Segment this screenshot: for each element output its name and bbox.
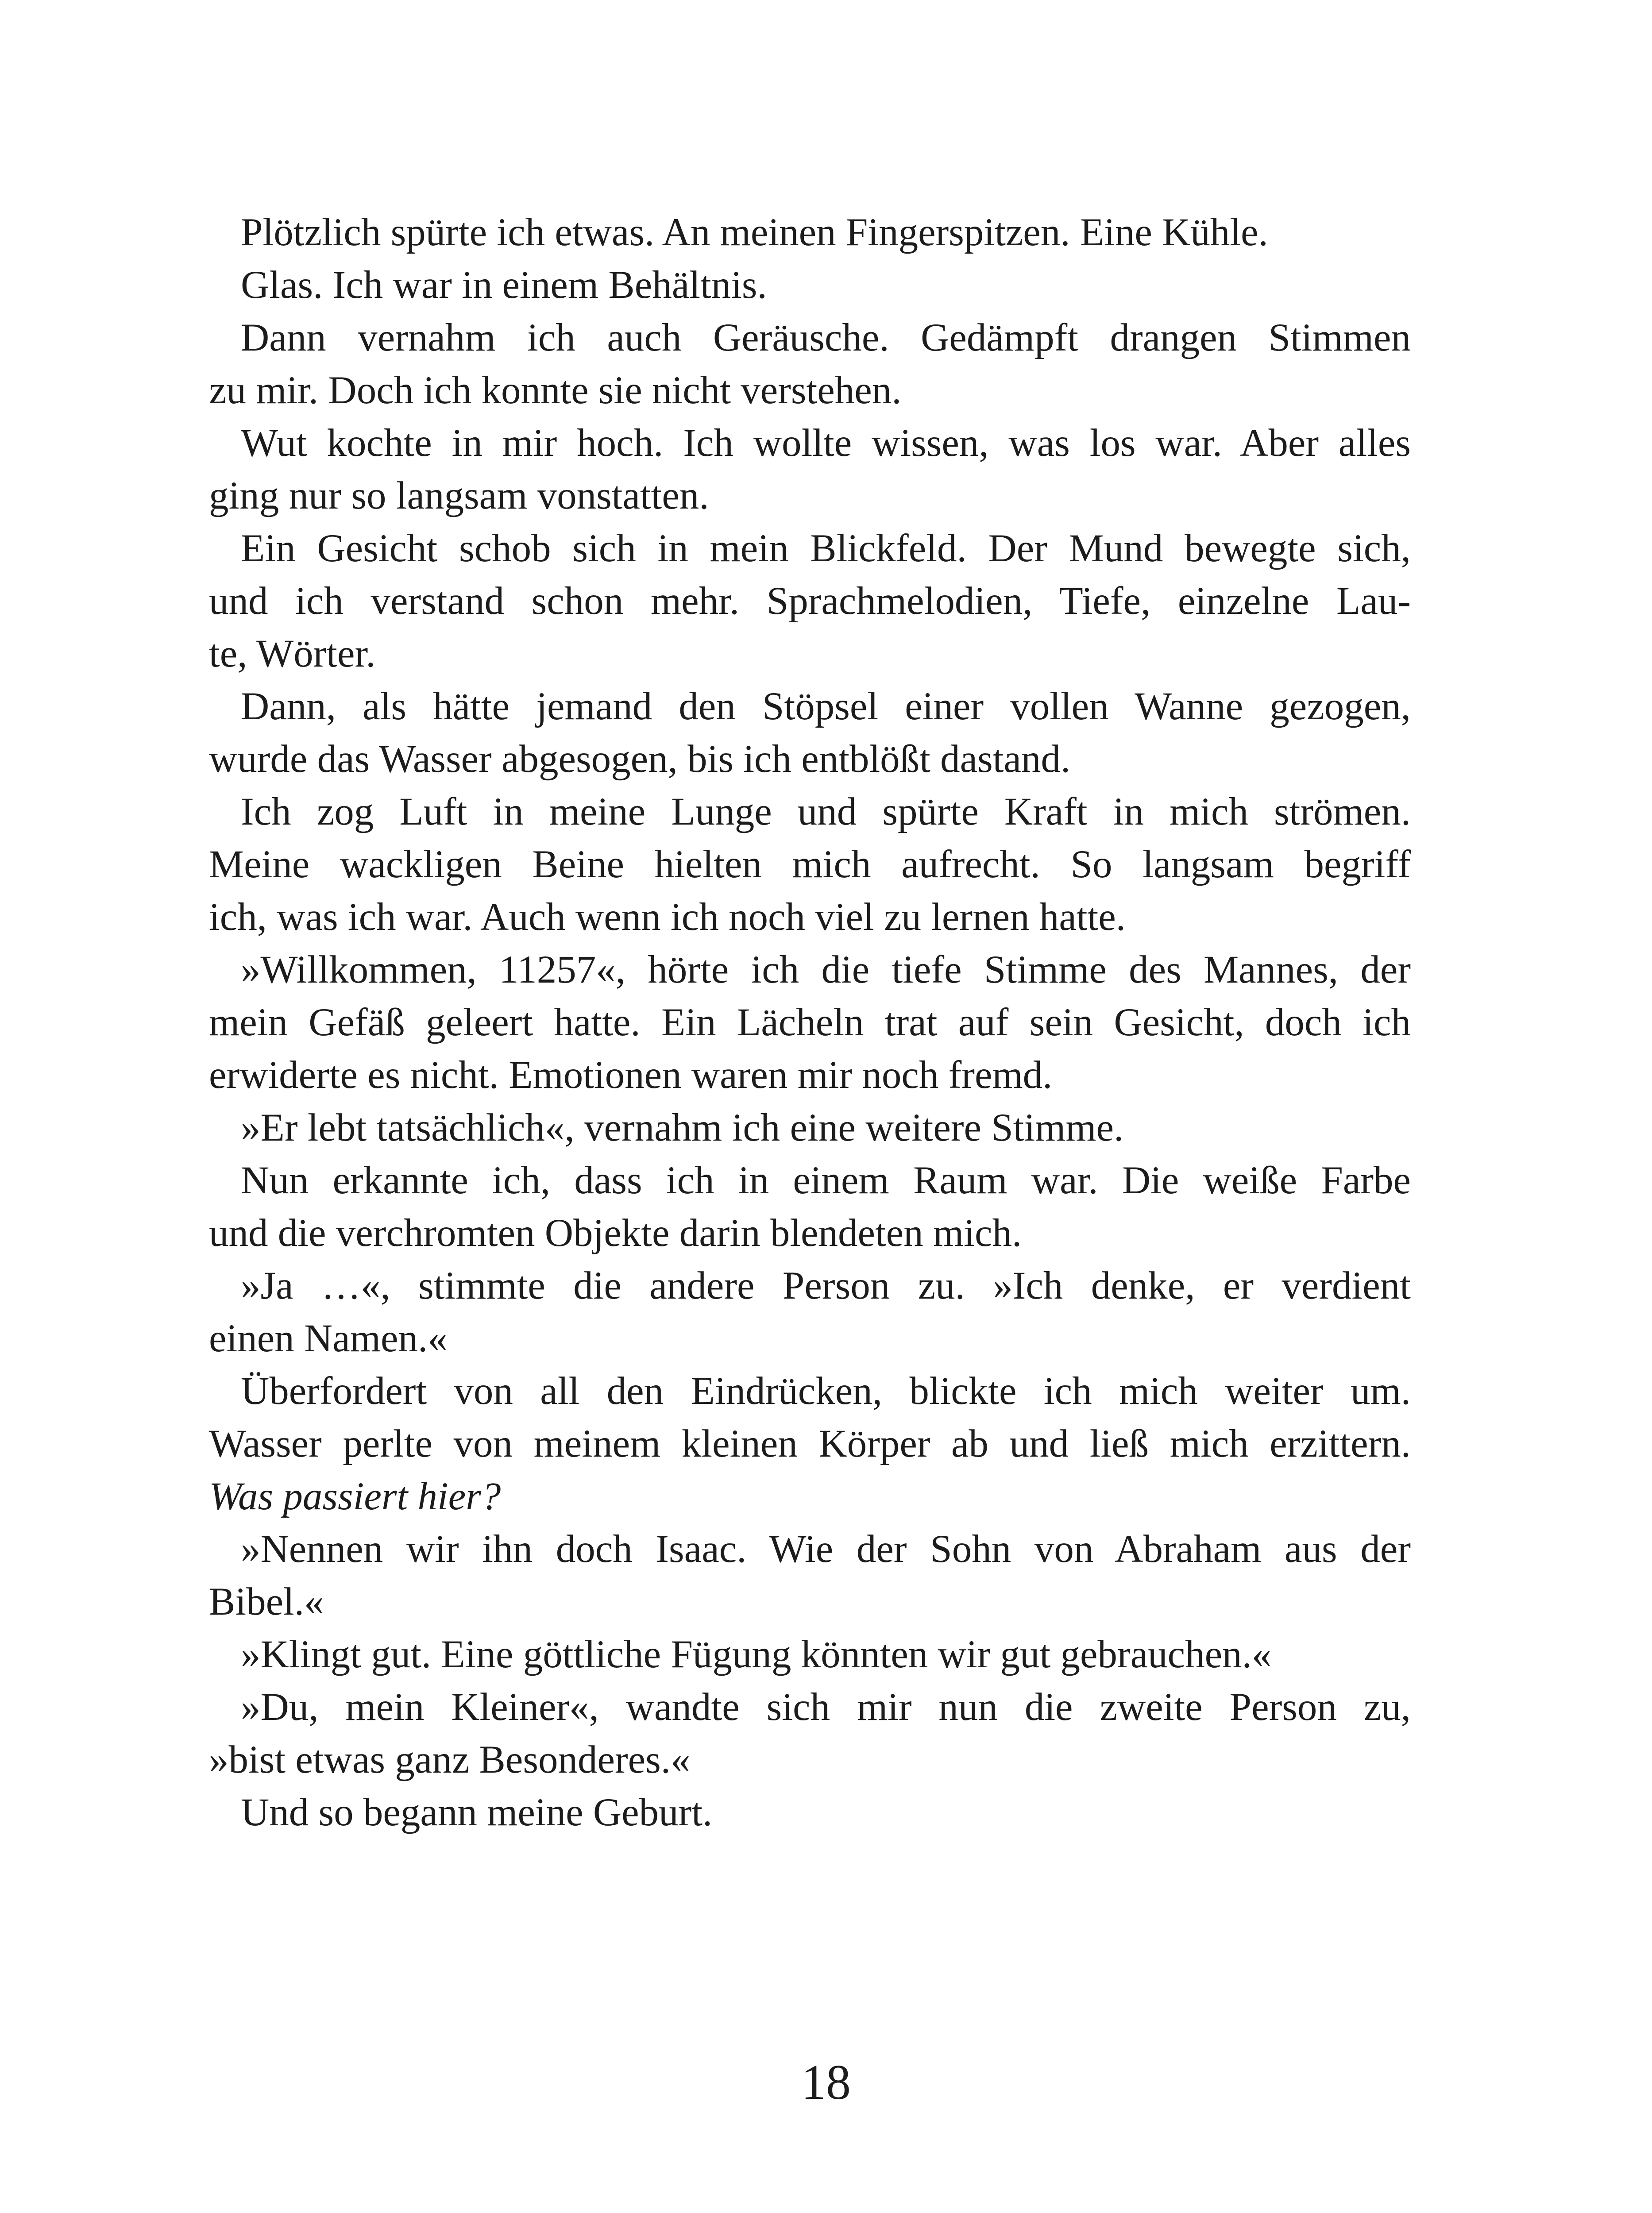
text-line: »Klingt gut. Eine göttliche Fügung könnten wir gut gebrauchen.« [241, 1633, 1272, 1676]
text-line: Dann, als hätte jemand den Stöpsel einer vollen Wanne gezogen, [241, 685, 1411, 728]
text-line: Wut kochte in mir hoch. Ich wollte wissen, was los war. Aber alles [241, 421, 1411, 465]
text-line: Überfordert von all den Eindrücken, blickte ich mich weiter um. [241, 1369, 1411, 1413]
text-line: Dann vernahm ich auch Geräusche. Gedämpft drangen Stimmen [241, 316, 1411, 359]
text-line: »Nennen wir ihn doch Isaac. Wie der Sohn von Abraham aus der [241, 1527, 1411, 1571]
text-line: mein Gefäß geleert hatte. Ein Lächeln trat auf sein Gesicht, doch ich [209, 1001, 1411, 1044]
text-line: wurde das Wasser abgesogen, bis ich entblößt dastand. [209, 737, 1071, 781]
text-line: ging nur so langsam vonstatten. [209, 474, 709, 517]
text-line: Bibel.« [209, 1580, 324, 1623]
text-line: Ein Gesicht schob sich in mein Blickfeld. Der Mund bewegte sich, [241, 527, 1411, 570]
text-line: »Ja …«, stimmte die andere Person zu. »Ich denke, er verdient [241, 1264, 1411, 1307]
text-line: te, Wörter. [209, 632, 376, 675]
text-line: Ich zog Luft in meine Lunge und spürte Kraft in mich strömen. [241, 790, 1411, 833]
text-line: Nun erkannte ich, dass ich in einem Raum war. Die weiße Farbe [241, 1159, 1411, 1202]
text-line: Glas. Ich war in einem Behältnis. [241, 263, 767, 307]
text-line: Plötzlich spürte ich etwas. An meinen Fingerspitzen. Eine Kühle. [241, 211, 1268, 254]
text-line: »Willkommen, 11257«, hörte ich die tiefe Stimme des Mannes, der [241, 948, 1411, 991]
text-line: ich, was ich war. Auch wenn ich noch viel zu lernen hatte. [209, 895, 1126, 939]
text-line: zu mir. Doch ich konnte sie nicht verstehen. [209, 369, 902, 412]
text-line: und ich verstand schon mehr. Sprachmelodien, Tiefe, einzelne Lau- [209, 579, 1411, 623]
text-line: Wasser perlte von meinem kleinen Körper ab und ließ mich erzittern. [209, 1422, 1411, 1465]
text-line: Was passiert hier? [209, 1475, 501, 1518]
page-number: 18 [801, 2055, 851, 2110]
text-line: »bist etwas ganz Besonderes.« [209, 1738, 691, 1781]
text-line: erwiderte es nicht. Emotionen waren mir noch fremd. [209, 1053, 1053, 1097]
text-line: Meine wackligen Beine hielten mich aufrecht. So langsam begriff [209, 843, 1411, 886]
body-text [209, 206, 1411, 1839]
text-line: »Du, mein Kleiner«, wandte sich mir nun die zweite Person zu, [241, 1685, 1411, 1729]
text-line: und die verchromten Objekte darin blendeten mich. [209, 1211, 1022, 1255]
text-line: Und so begann meine Geburt. [241, 1791, 713, 1834]
text-line: »Er lebt tatsächlich«, vernahm ich eine weitere Stimme. [241, 1106, 1124, 1149]
text-line: einen Namen.« [209, 1317, 448, 1360]
